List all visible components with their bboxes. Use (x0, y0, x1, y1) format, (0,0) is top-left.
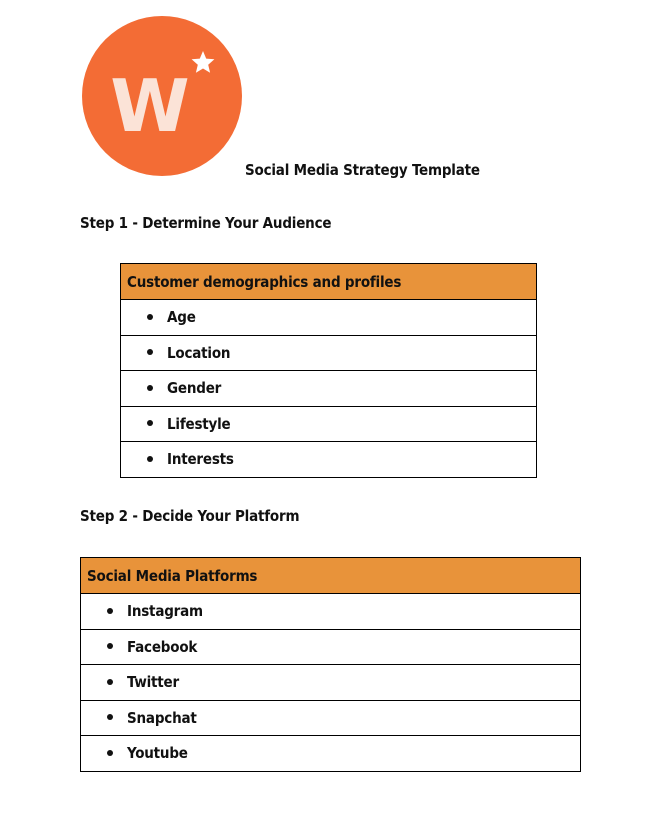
list-item-label: Facebook (127, 637, 198, 656)
table-row (81, 594, 581, 630)
table-row (121, 300, 537, 336)
list-item (81, 594, 581, 630)
w-star-logo-icon (81, 15, 243, 177)
audience-table (120, 263, 537, 478)
bullet-icon (147, 385, 153, 391)
list-item-label: Lifestyle (167, 414, 231, 433)
step1-heading: Step 1 - Determine Your Audience (80, 214, 332, 232)
bullet-icon (147, 420, 153, 426)
table-row (121, 335, 537, 371)
list-item (121, 371, 537, 407)
list-item-label: Location (167, 343, 231, 362)
step2-heading: Step 2 - Decide Your Platform (80, 507, 300, 525)
table-row (81, 700, 581, 736)
bullet-icon (147, 314, 153, 320)
list-item (81, 629, 581, 665)
list-item (121, 335, 537, 371)
table-row (81, 665, 581, 701)
platforms-table (80, 557, 581, 772)
list-item-label: Snapchat (127, 708, 197, 727)
platforms-table-header-row (81, 558, 581, 594)
list-item-label: Interests (167, 450, 234, 469)
table-row (121, 406, 537, 442)
bullet-icon (107, 608, 113, 614)
table-row (121, 371, 537, 407)
document-title: Social Media Strategy Template (245, 161, 480, 179)
bullet-icon (147, 456, 153, 462)
bullet-icon (107, 714, 113, 720)
list-item (121, 300, 537, 336)
list-item (81, 665, 581, 701)
list-item-label: Instagram (127, 602, 203, 621)
bullet-icon (107, 679, 113, 685)
platforms-table-header: Social Media Platforms (81, 558, 581, 594)
list-item (121, 406, 537, 442)
bullet-icon (107, 750, 113, 756)
audience-table-header: Customer demographics and profiles (121, 264, 537, 300)
list-item-label: Gender (167, 379, 222, 398)
list-item (81, 700, 581, 736)
table-row (81, 629, 581, 665)
logo-letter: W (110, 64, 190, 148)
list-item-label: Twitter (127, 673, 179, 692)
table-row (81, 736, 581, 772)
list-item (81, 736, 581, 772)
audience-table-header-row (121, 264, 537, 300)
bullet-icon (147, 349, 153, 355)
list-item (121, 442, 537, 478)
list-item-label: Youtube (127, 744, 188, 763)
table-row (121, 442, 537, 478)
bullet-icon (107, 643, 113, 649)
list-item-label: Age (167, 308, 196, 327)
